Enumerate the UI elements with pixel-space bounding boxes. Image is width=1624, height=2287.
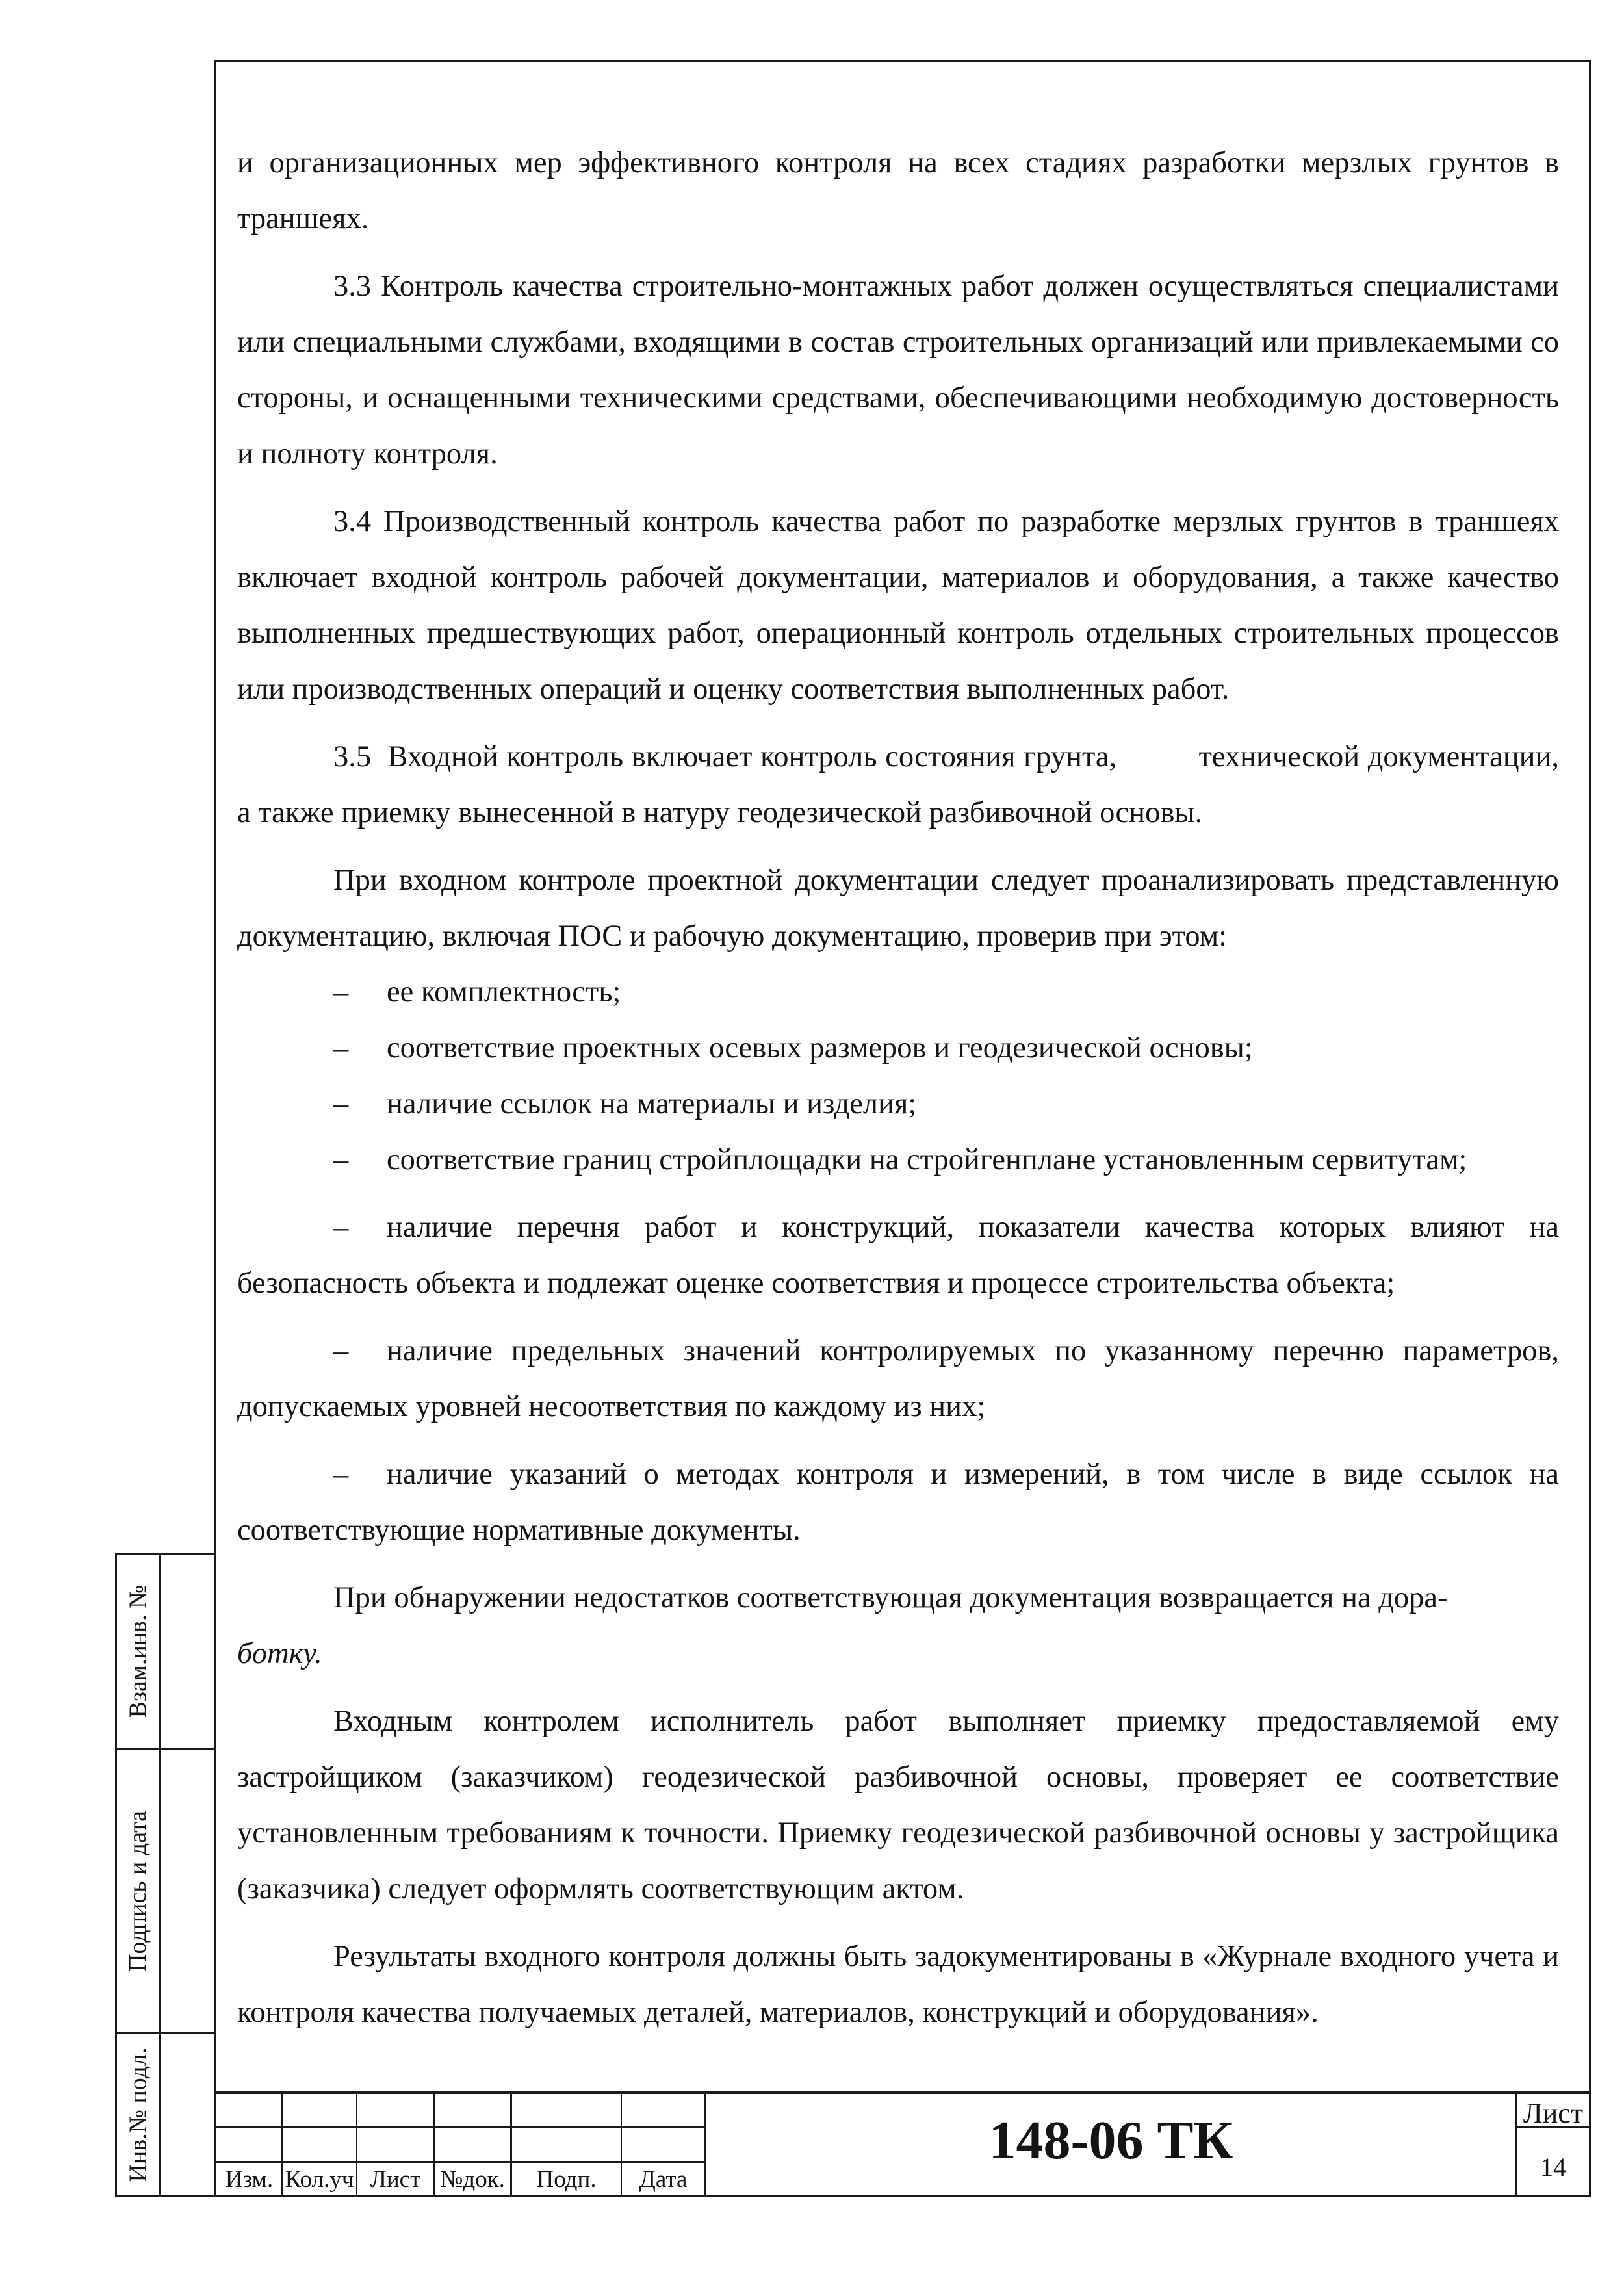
dash-glyph: – <box>333 1143 349 1176</box>
dash-glyph: – <box>333 1031 349 1065</box>
list-item: – наличие ссылок на материалы и изделия; <box>237 1076 1559 1132</box>
paragraph-3-3: 3.3 Контроль качества строительно-монтажных работ должен осуществляться специалистами или специальными службами, входящими в состав строительных организаций или привлекаемыми со стороны, и оснащенными техническими средствами, обеспечивающими необходимую достоверность и полноту контроля. <box>237 270 1559 471</box>
paragraph-deficiencies: При обнаружении недостатков соответствующая документация возвращается на дора- ботку. <box>237 1581 1448 1670</box>
paragraph-3-4: 3.4 Производственный контроль качества работ по разработке мерзлых грунтов в траншеях включает входной контроль рабочей документации, материалов и оборудования, а также качество выполненных предшествующих работ, операционный контроль отдельных строительных процессов или производственных операций и оценку соответствия выполненных работ. <box>237 505 1559 706</box>
list-item: – соответствие границ стройплощадки на стройгенплане установленным сервитутам; <box>237 1132 1559 1188</box>
list-item: – наличие указаний о методах контроля и измерений, в том числе в виде ссылок на соответствующие нормативные документы. <box>237 1447 1559 1558</box>
dash-glyph: – <box>333 1211 349 1244</box>
sheet-label: Лист <box>1523 2097 1584 2129</box>
side-stamp-signature <box>115 1750 214 2034</box>
paragraph-continuation: и организационных мер эффективного контроля на всех стадиях разработки мерзлых грунтов в траншеях. <box>237 146 1559 235</box>
paragraph-results: Результаты входного контроля должны быть задокументированы в «Журнале входного учета и контроля качества получаемых деталей, материалов, конструкций и оборудования». <box>237 1940 1559 2029</box>
list-item: – ее комплектность; <box>237 964 1559 1020</box>
col-header-sheet: Лист <box>370 2166 421 2193</box>
paragraph-contractor-acceptance: Входным контролем исполнитель работ выполняет приемку предоставляемой ему застройщиком (заказчиком) геодезической разбивочной основы, проверяет ее соответствие установленным требованиям к точности. Приемку геодезической разбивочной основы у застройщика (заказчика) следует оформлять соответствующим актом. <box>237 1705 1559 1906</box>
paragraph-3-5: 3.5 Входной контроль включает контроль состояния грунта, технической документации, а также приемку вынесенной в натуру геодезической разбивочной основы. <box>237 740 1567 829</box>
side-stamp-original <box>115 2034 214 2197</box>
side-stamp-replacement <box>115 1553 214 1750</box>
dash-glyph: – <box>333 1087 349 1120</box>
list-item: – наличие перечня работ и конструкций, показатели качества которых влияют на безопасность объекта и подлежат оценке соответствия и процессе строительства объекта; <box>237 1200 1559 1311</box>
col-header-change: Изм. <box>225 2166 274 2193</box>
col-header-date: Дата <box>639 2166 688 2193</box>
sheet-number: 14 <box>1540 2152 1566 2182</box>
dash-glyph: – <box>333 976 349 1009</box>
document-number: 148-06 ТК <box>988 2110 1233 2171</box>
list-item: – наличие предельных значений контролируемых по указанному перечню параметров, допускаемых уровней несоответствия по каждому из них; <box>237 1323 1559 1435</box>
list-item: – соответствие проектных осевых размеров и геодезической основы; <box>237 1020 1559 1076</box>
side-label-original: Инв.№ подл. <box>124 2047 152 2182</box>
col-header-quantity: Кол.уч <box>285 2166 354 2193</box>
col-header-signature: Подп. <box>536 2166 597 2193</box>
dash-glyph: – <box>333 1334 349 1367</box>
paragraph-input-control: При входном контроле проектной документации следует проанализировать представленную документацию, включая ПОС и рабочую документацию, проверив при этом: <box>237 864 1559 953</box>
side-label-replacement: Взам.инв. № <box>124 1584 152 1718</box>
document-body <box>237 135 1567 2041</box>
side-label-signature: Подпись и дата <box>124 1810 152 1972</box>
col-header-docnum: №док. <box>440 2166 505 2193</box>
dash-glyph: – <box>333 1458 349 1491</box>
